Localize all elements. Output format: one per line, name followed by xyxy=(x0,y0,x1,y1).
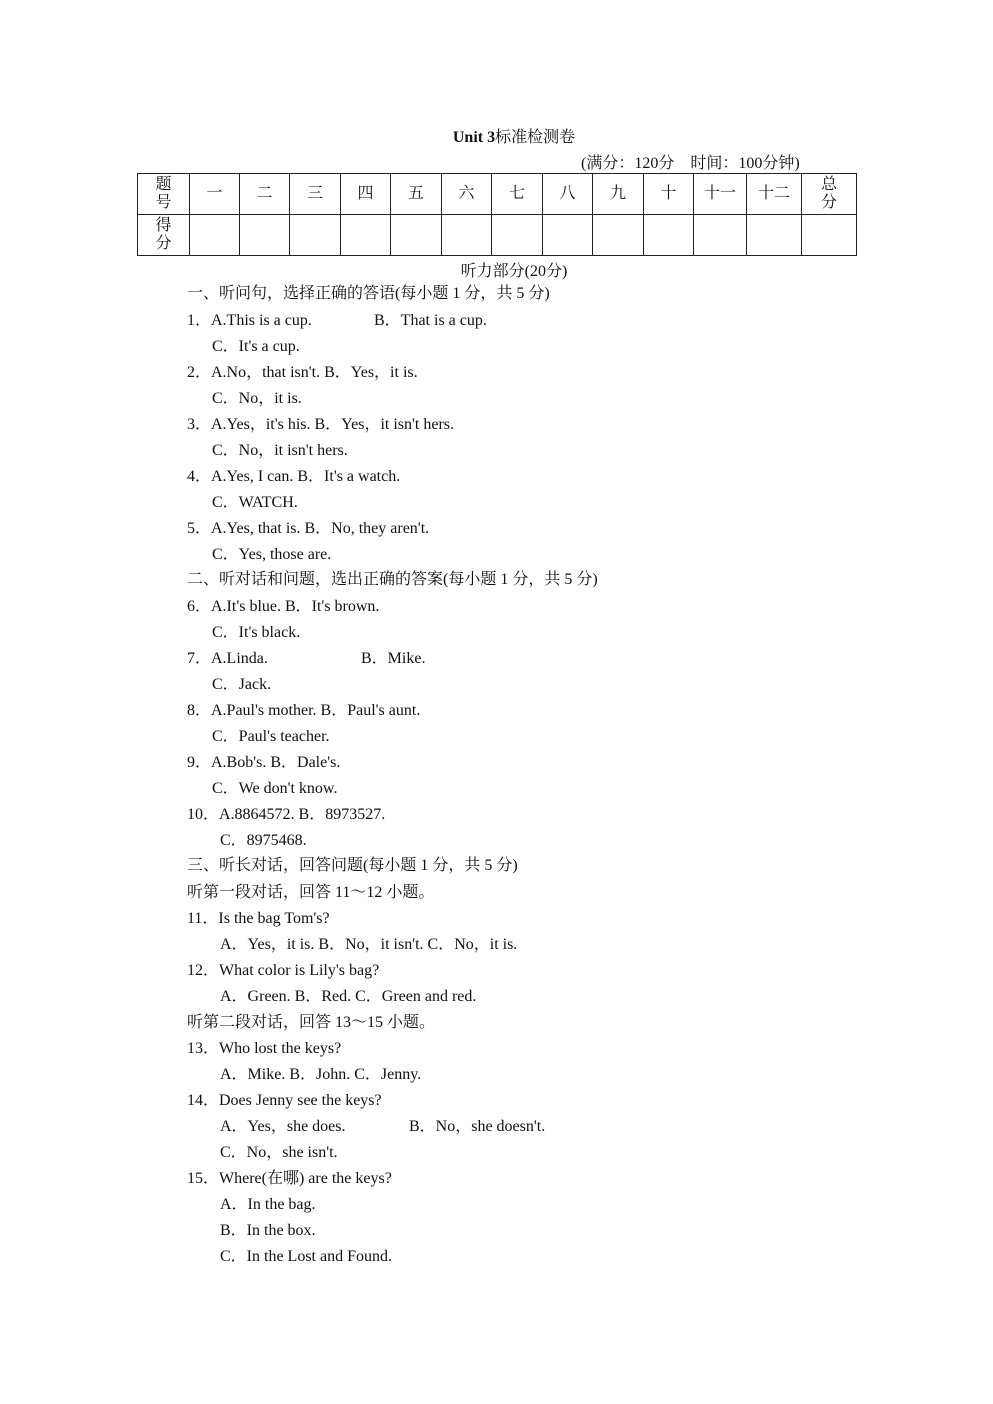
text-line: 3．A.Yes，it's his. B．Yes，it isn't hers. xyxy=(187,416,455,433)
text-line: C．WATCH. xyxy=(212,494,298,511)
text-line: 14．Does Jenny see the keys? xyxy=(187,1092,382,1109)
text-line: 听第二段对话，回答 13～15 小题。 xyxy=(187,1014,436,1031)
text-line: 11．Is the bag Tom's? xyxy=(187,910,330,927)
text-line: C．We don't know. xyxy=(212,780,338,797)
column-header: 十一 xyxy=(694,174,747,215)
score-cell xyxy=(543,215,593,256)
column-header: 八 xyxy=(543,174,593,215)
score-cell xyxy=(593,215,644,256)
text-line: 二、听对话和问题，选出正确的答案(每小题 1 分，共 5 分) xyxy=(187,571,598,588)
text-line: 12．What color is Lily's bag? xyxy=(187,962,380,979)
row-label-question-number: 题号 xyxy=(138,174,190,215)
text-line: C．No，it isn't hers. xyxy=(212,442,348,459)
text-line: C．In the Lost and Found. xyxy=(220,1248,392,1265)
text-line: 6．A.It's blue. B．It's brown. xyxy=(187,598,380,615)
text-line: A．Yes，it is. B．No，it isn't. C．No，it is. xyxy=(220,936,518,953)
text-line: C．Paul's teacher. xyxy=(212,728,330,745)
text-line: C．No，she isn't. xyxy=(220,1144,338,1161)
text-line: A．Mike. B．John. C．Jenny. xyxy=(220,1066,422,1083)
text-line: 1．A.This is a cup. xyxy=(187,312,312,329)
text-line: 13．Who lost the keys? xyxy=(187,1040,342,1057)
score-cell xyxy=(391,215,442,256)
column-header: 五 xyxy=(391,174,442,215)
score-cell xyxy=(190,215,240,256)
column-header: 七 xyxy=(492,174,543,215)
score-cell xyxy=(341,215,391,256)
text-line: 7．A.Linda. xyxy=(187,650,268,667)
score-cell xyxy=(747,215,802,256)
score-cell xyxy=(290,215,341,256)
score-time-info: (满分：120分 时间：100分钟) xyxy=(581,155,800,172)
text-line: 10．A.8864572. B．8973527. xyxy=(187,806,386,823)
text-line: C．It's black. xyxy=(212,624,301,641)
text-line: A．Green. B．Red. C．Green and red. xyxy=(220,988,477,1005)
score-cell xyxy=(694,215,747,256)
text-line: 15．Where(在哪) are the keys? xyxy=(187,1170,392,1187)
text-line: 9．A.Bob's. B．Dale's. xyxy=(187,754,341,771)
text-line: B．That is a cup. xyxy=(374,312,487,329)
text-line: C．It's a cup. xyxy=(212,338,300,355)
score-table-score-row xyxy=(138,215,857,256)
text-line: 听第一段对话，回答 11～12 小题。 xyxy=(187,884,435,901)
score-table xyxy=(137,173,857,256)
score-cell xyxy=(240,215,290,256)
document-title xyxy=(0,124,993,147)
text-line: 三、听长对话，回答问题(每小题 1 分，共 5 分) xyxy=(187,857,518,874)
text-line: C．8975468. xyxy=(220,832,307,849)
score-cell xyxy=(442,215,492,256)
text-line: A．Yes，she does. xyxy=(220,1118,346,1135)
text-line: 一、听问句，选择正确的答语(每小题 1 分，共 5 分) xyxy=(187,285,550,302)
listening-section-header: 听力部分(20分) xyxy=(460,263,568,280)
score-cell-total xyxy=(802,215,857,256)
score-cell xyxy=(492,215,543,256)
column-header: 六 xyxy=(442,174,492,215)
score-table-header-row xyxy=(138,174,857,215)
text-line: 8．A.Paul's mother. B．Paul's aunt. xyxy=(187,702,421,719)
text-line: A．In the bag. xyxy=(220,1196,316,1213)
title-unit: Unit 3 xyxy=(452,129,496,146)
text-line: 4．A.Yes, I can. B．It's a watch. xyxy=(187,468,401,485)
row-label-score: 得分 xyxy=(138,215,190,256)
text-line: 5．A.Yes, that is. B．No, they aren't. xyxy=(187,520,430,537)
text-line: C．Jack. xyxy=(212,676,272,693)
column-header: 四 xyxy=(341,174,391,215)
column-header: 十二 xyxy=(747,174,802,215)
text-line: 2．A.No，that isn't. B．Yes，it is. xyxy=(187,364,418,381)
text-line: B．Mike. xyxy=(361,650,426,667)
column-header: 三 xyxy=(290,174,341,215)
text-line: B．No，she doesn't. xyxy=(409,1118,546,1135)
column-header: 一 xyxy=(190,174,240,215)
title-text: 标准检测卷 xyxy=(495,129,576,146)
score-cell xyxy=(644,215,694,256)
column-header: 十 xyxy=(644,174,694,215)
text-line: C．Yes, those are. xyxy=(212,546,332,563)
text-line: C．No，it is. xyxy=(212,390,302,407)
column-header: 二 xyxy=(240,174,290,215)
column-header: 九 xyxy=(593,174,644,215)
column-header-total: 总分 xyxy=(802,174,857,215)
text-line: B．In the box. xyxy=(220,1222,316,1239)
